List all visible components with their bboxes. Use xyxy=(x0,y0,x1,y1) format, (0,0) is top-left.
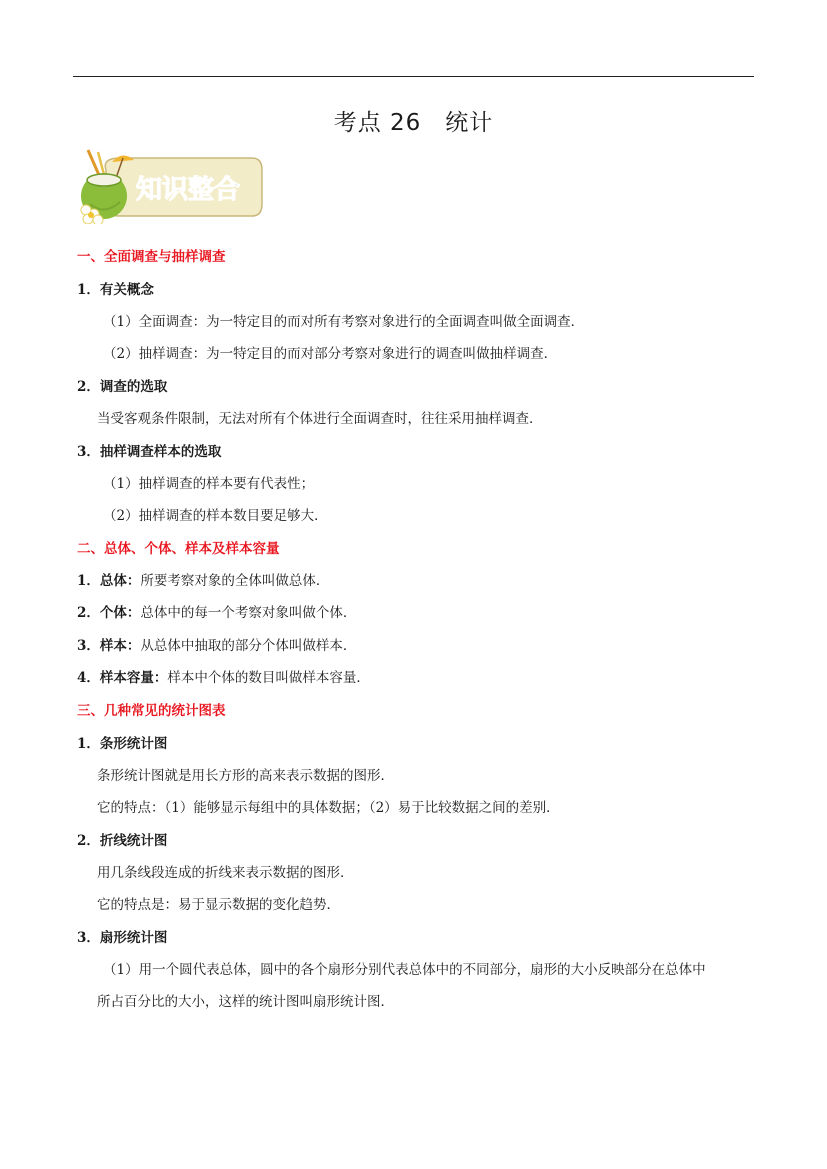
paragraph: （1）用一个圆代表总体，圆中的各个扇形分别代表总体中的不同部分，扇形的大小反映部分在总体中 xyxy=(103,962,706,978)
section-heading-3: 三、几种常见的统计图表 xyxy=(77,703,226,719)
term: 总体： xyxy=(99,573,141,589)
definition-item xyxy=(77,572,329,590)
item-number: 4． xyxy=(77,670,100,686)
item-number: 2． xyxy=(77,605,100,621)
definition: 总体中的每一个考察对象叫做个体． xyxy=(140,605,357,621)
item-heading: 2．折线统计图 xyxy=(77,833,168,849)
item-heading: 3．抽样调查样本的选取 xyxy=(77,444,222,460)
item-heading: 3．扇形统计图 xyxy=(77,930,168,946)
badge-text: 知识整合 xyxy=(135,175,241,205)
term: 样本： xyxy=(99,638,141,654)
definition: 所要考察对象的全体叫做总体． xyxy=(140,573,330,589)
knowledge-badge xyxy=(76,148,266,224)
term: 样本容量： xyxy=(99,670,168,686)
paragraph: （2）抽样调查的样本数目要足够大． xyxy=(103,508,328,524)
section-heading-2: 二、总体、个体、样本及样本容量 xyxy=(77,541,280,557)
definition: 从总体中抽取的部分个体叫做样本． xyxy=(140,638,357,654)
section-heading-1: 一、全面调查与抽样调查 xyxy=(77,249,226,265)
paragraph: （1）全面调查：为一特定目的而对所有考察对象进行的全面调查叫做全面调查． xyxy=(103,314,585,330)
definition-item xyxy=(77,669,370,687)
header-rule xyxy=(73,76,754,77)
item-heading: 1．有关概念 xyxy=(77,282,154,298)
term: 个体： xyxy=(99,605,141,621)
definition-item xyxy=(77,637,356,655)
page-title: 考点 26 统计 xyxy=(333,110,494,136)
paragraph: 所占百分比的大小，这样的统计图叫扇形统计图． xyxy=(97,994,394,1010)
paragraph: 当受客观条件限制，无法对所有个体进行全面调查时，往往采用抽样调查． xyxy=(97,411,543,427)
paragraph: （2）抽样调查：为一特定目的而对部分考察对象进行的调查叫做抽样调查． xyxy=(103,346,558,362)
item-number: 1． xyxy=(77,573,100,589)
paragraph: 它的特点是：易于显示数据的变化趋势． xyxy=(97,897,340,913)
definition-item xyxy=(77,604,356,622)
item-heading: 2．调查的选取 xyxy=(77,379,168,395)
paragraph: 用几条线段连成的折线来表示数据的图形． xyxy=(97,865,354,881)
definition: 样本中个体的数目叫做样本容量． xyxy=(167,670,370,686)
paragraph: 它的特点：（1）能够显示每组中的具体数据；（2）易于比较数据之间的差别． xyxy=(97,800,560,816)
item-heading: 1．条形统计图 xyxy=(77,736,168,752)
paragraph: （1）抽样调查的样本要有代表性； xyxy=(103,476,315,492)
item-number: 3． xyxy=(77,638,100,654)
paragraph: 条形统计图就是用长方形的高来表示数据的图形． xyxy=(97,768,394,784)
